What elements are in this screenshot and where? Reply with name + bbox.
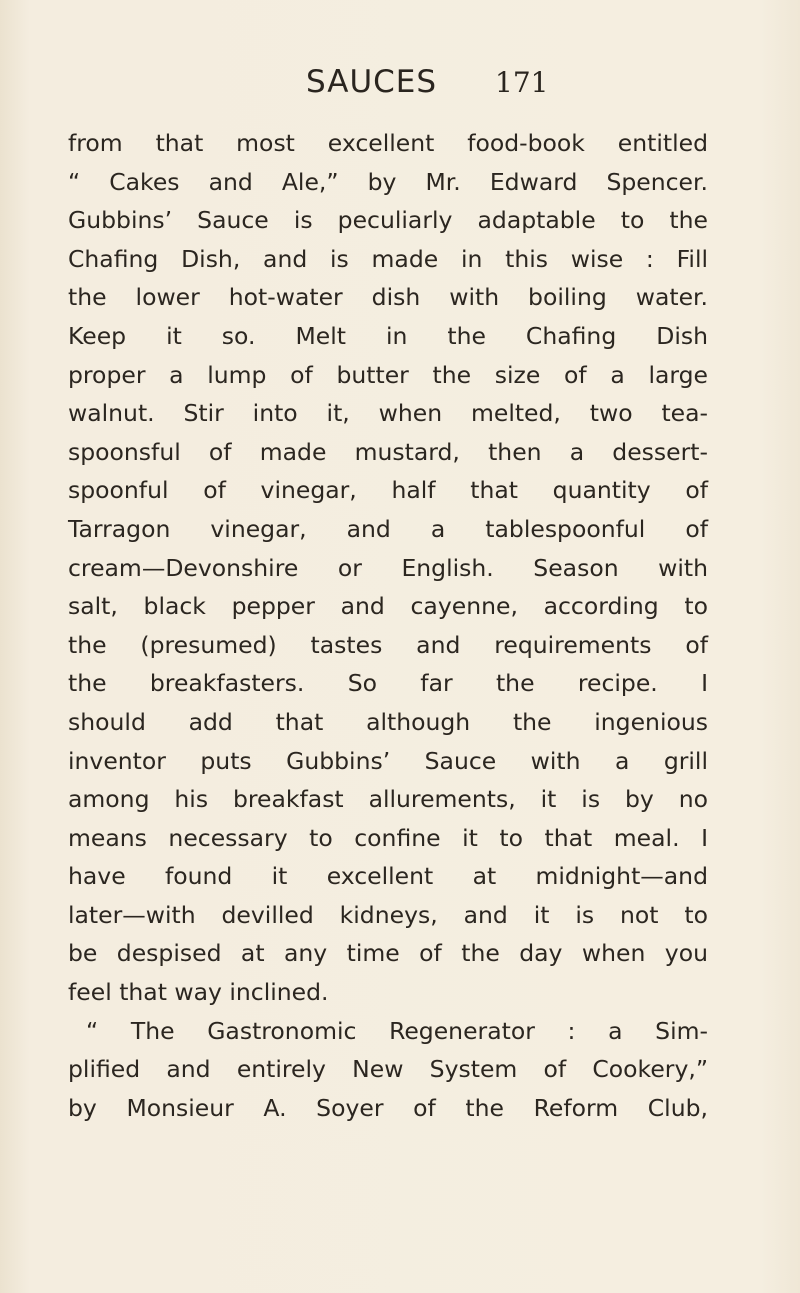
- text-line: inventor puts Gubbins’ Sauce with a grill: [68, 746, 708, 775]
- text-line: “ Cakes and Ale,” by Mr. Edward Spencer.: [68, 167, 708, 196]
- text-line: have found it excellent at midnight—and: [68, 862, 708, 891]
- text-line: Chafing Dish, and is made in this wise : Fill: [68, 244, 708, 273]
- text-line: walnut. Stir into it, when melted, two tea-: [68, 399, 708, 428]
- text-line: the lower hot-water dish with boiling water.: [68, 283, 708, 312]
- text-line: Keep it so. Melt in the Chafing Dish: [68, 321, 708, 350]
- text-line: “ The Gastronomic Regenerator : a Sim-: [86, 1016, 708, 1045]
- text-line: plified and entirely New System of Cookery,”: [68, 1055, 708, 1084]
- text-line: Gubbins’ Sauce is peculiarly adaptable to the: [68, 206, 708, 235]
- body-text: [68, 124, 708, 1127]
- text-line: be despised at any time of the day when you: [68, 939, 708, 968]
- text-line: Tarragon vinegar, and a tablespoonful of: [68, 514, 708, 543]
- running-title: SAUCES: [306, 64, 438, 100]
- text-line: feel that way inclined.: [68, 978, 329, 1007]
- text-line: from that most excellent food-book entitled: [68, 129, 708, 157]
- text-line: cream—Devonshire or English. Season with: [68, 553, 708, 582]
- text-line: spoonful of vinegar, half that quantity of: [68, 476, 708, 505]
- text-line: means necessary to confine it to that meal. I: [68, 823, 708, 852]
- text-line: later—with devilled kidneys, and it is not to: [68, 900, 708, 929]
- text-line: among his breakfast allurements, it is by no: [68, 785, 708, 814]
- text-line: the breakfasters. So far the recipe. I: [68, 669, 708, 698]
- text-line: the (presumed) tastes and requirements of: [68, 630, 708, 659]
- text-line: proper a lump of butter the size of a large: [68, 360, 708, 389]
- text-line: salt, black pepper and cayenne, according to: [68, 592, 708, 621]
- running-head: [0, 64, 800, 114]
- text-line: by Monsieur A. Soyer of the Reform Club,: [68, 1093, 708, 1122]
- text-line: spoonsful of made mustard, then a dessert-: [68, 437, 708, 466]
- text-line: should add that although the ingenious: [68, 707, 708, 736]
- page-number: 171: [495, 66, 549, 99]
